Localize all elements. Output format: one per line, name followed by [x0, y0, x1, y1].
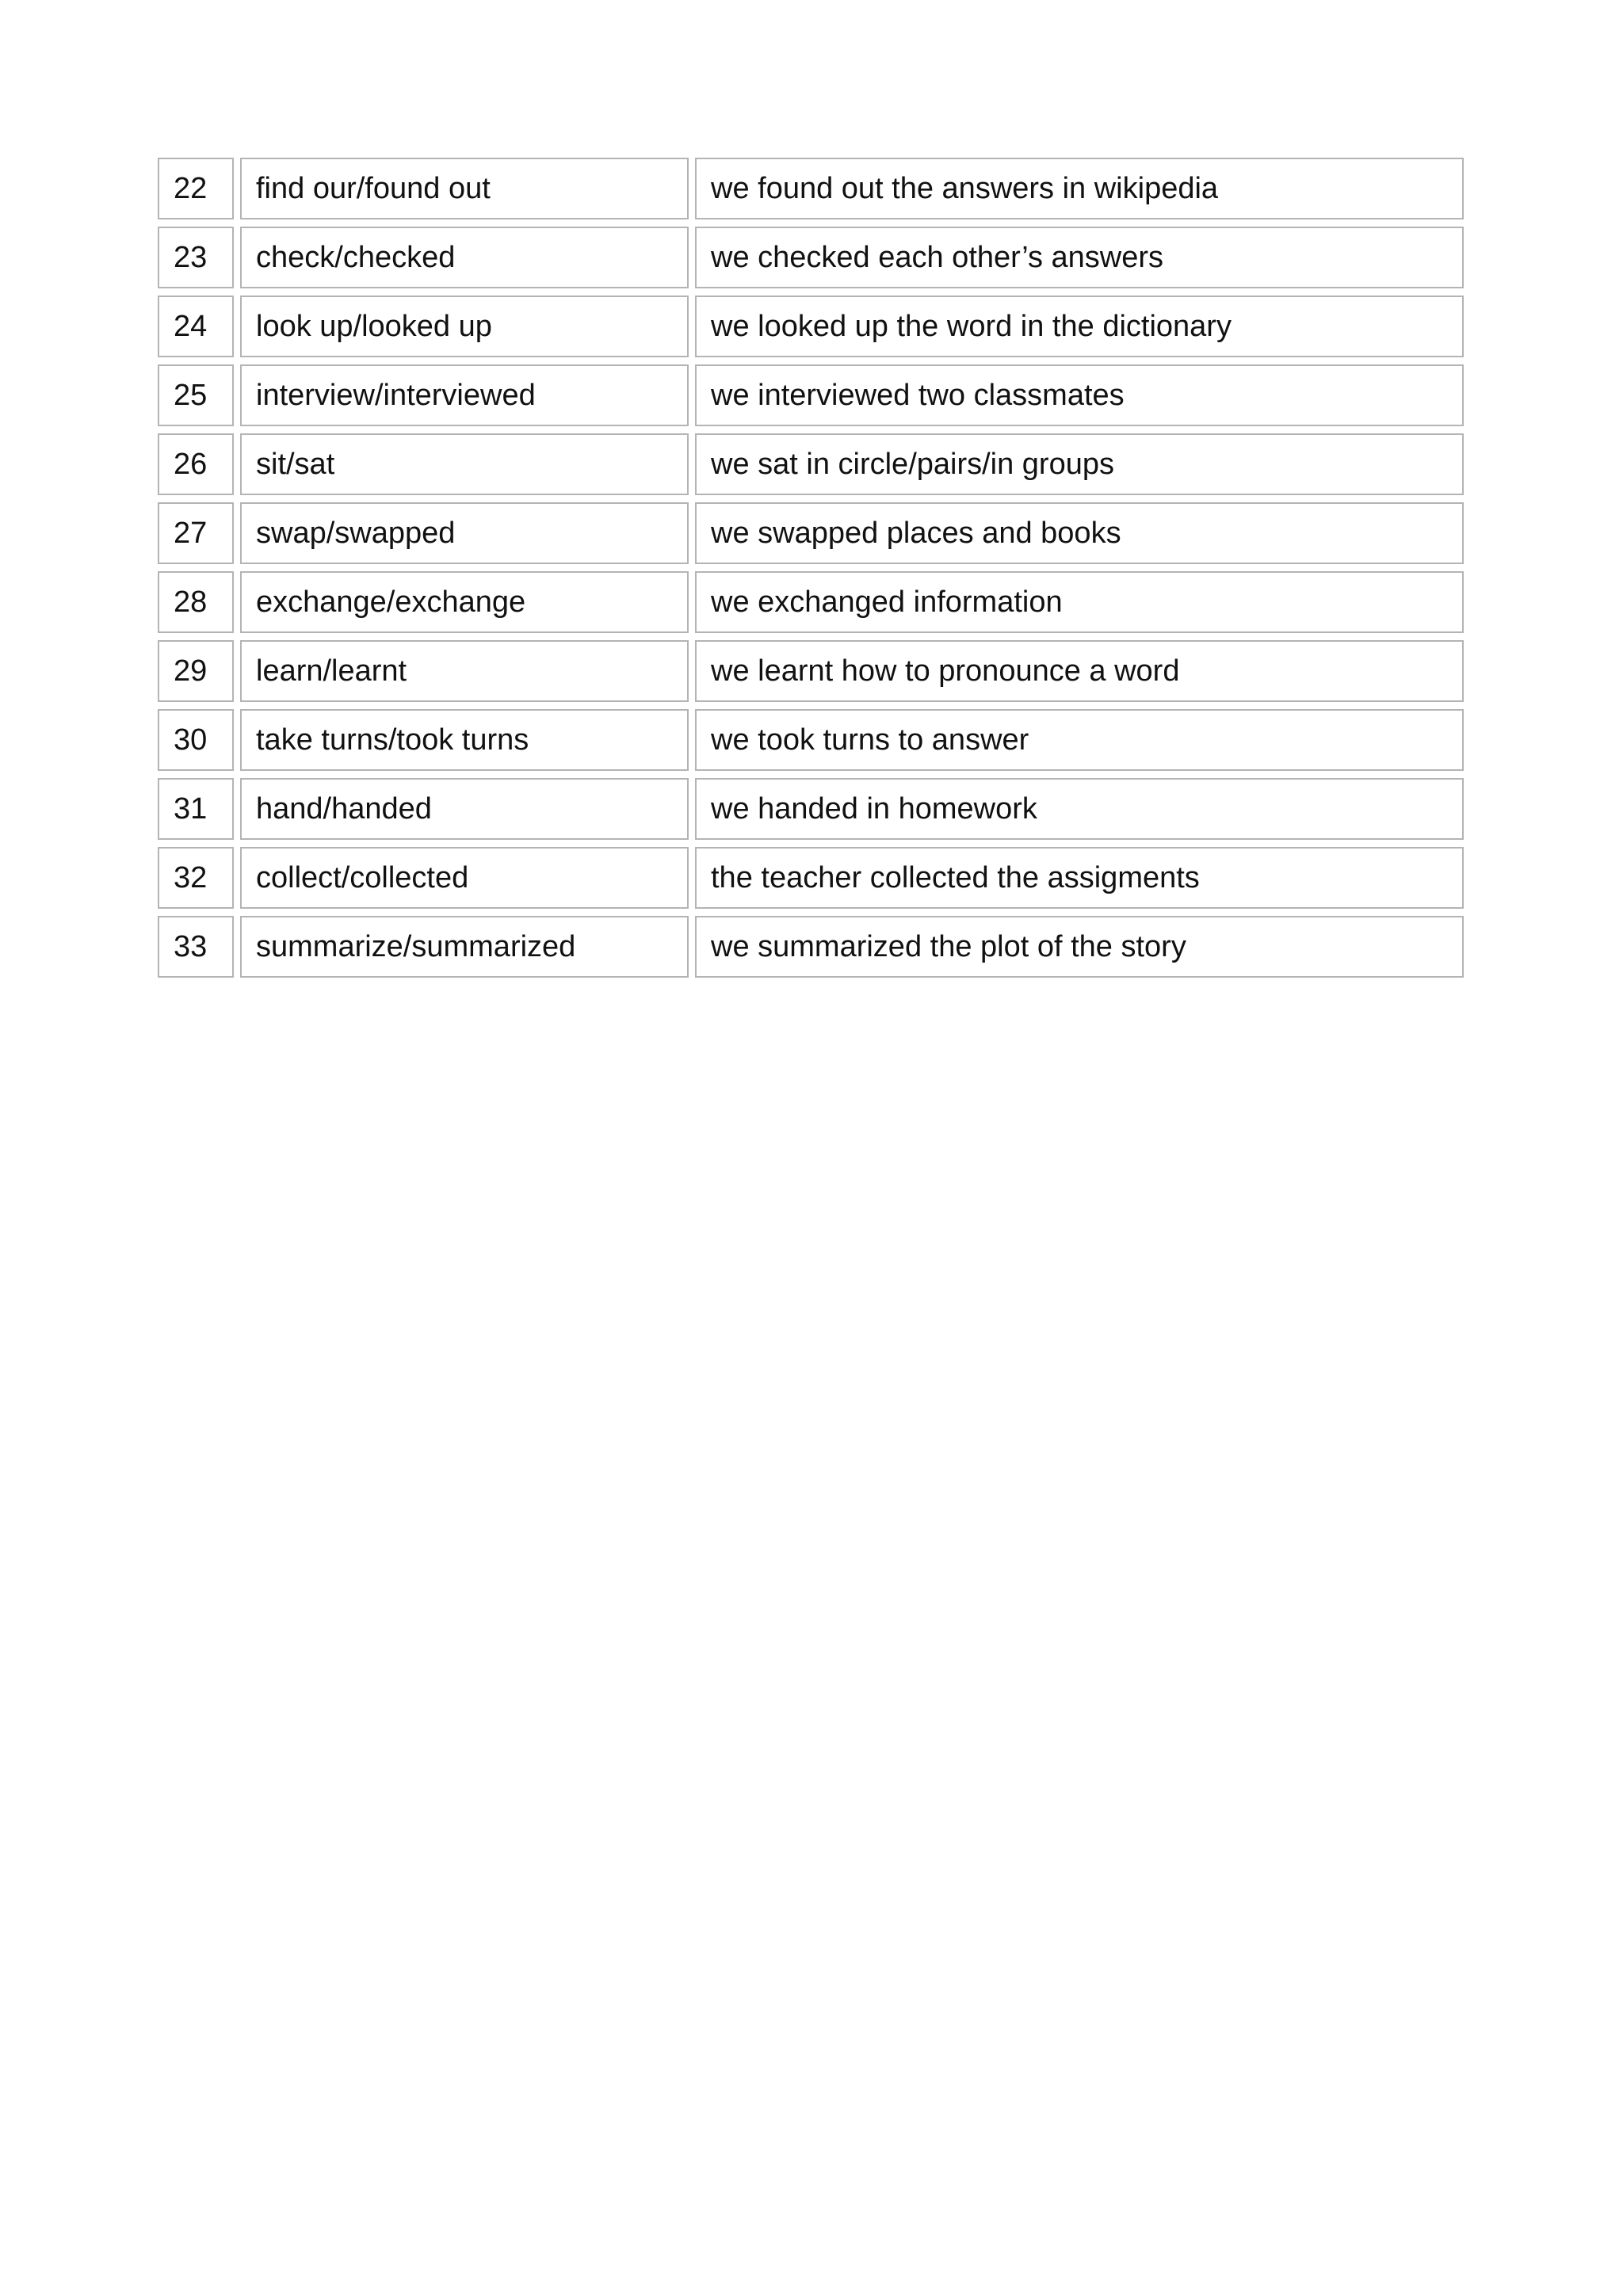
row-number: 23 [158, 227, 234, 288]
example-sentence: we exchanged information [695, 571, 1464, 633]
row-number: 31 [158, 778, 234, 840]
verb-forms: look up/looked up [240, 296, 689, 357]
table-row [158, 847, 1464, 909]
table-row [158, 158, 1464, 219]
row-number: 26 [158, 433, 234, 495]
example-sentence: we looked up the word in the dictionary [695, 296, 1464, 357]
example-sentence: we interviewed two classmates [695, 364, 1464, 426]
example-sentence: we checked each other’s answers [695, 227, 1464, 288]
verb-forms: exchange/exchange [240, 571, 689, 633]
verb-forms: hand/handed [240, 778, 689, 840]
vocabulary-table [151, 151, 1470, 985]
table-row [158, 364, 1464, 426]
row-number: 22 [158, 158, 234, 219]
row-number: 27 [158, 502, 234, 564]
row-number: 30 [158, 709, 234, 771]
row-number: 24 [158, 296, 234, 357]
table-row [158, 433, 1464, 495]
table-row [158, 571, 1464, 633]
example-sentence: we learnt how to pronounce a word [695, 640, 1464, 702]
table-row [158, 296, 1464, 357]
table-row [158, 916, 1464, 978]
row-number: 28 [158, 571, 234, 633]
verb-forms: collect/collected [240, 847, 689, 909]
table-row [158, 778, 1464, 840]
row-number: 32 [158, 847, 234, 909]
verb-forms: swap/swapped [240, 502, 689, 564]
example-sentence: we took turns to answer [695, 709, 1464, 771]
verb-forms: interview/interviewed [240, 364, 689, 426]
row-number: 29 [158, 640, 234, 702]
example-sentence: we found out the answers in wikipedia [695, 158, 1464, 219]
table-row [158, 227, 1464, 288]
verb-forms: check/checked [240, 227, 689, 288]
row-number: 33 [158, 916, 234, 978]
example-sentence: we handed in homework [695, 778, 1464, 840]
table-row [158, 640, 1464, 702]
verb-forms: learn/learnt [240, 640, 689, 702]
verb-forms: summarize/summarized [240, 916, 689, 978]
verb-forms: find our/found out [240, 158, 689, 219]
example-sentence: we swapped places and books [695, 502, 1464, 564]
table-row [158, 502, 1464, 564]
example-sentence: we summarized the plot of the story [695, 916, 1464, 978]
verb-forms: sit/sat [240, 433, 689, 495]
example-sentence: the teacher collected the assigments [695, 847, 1464, 909]
row-number: 25 [158, 364, 234, 426]
verb-forms: take turns/took turns [240, 709, 689, 771]
example-sentence: we sat in circle/pairs/in groups [695, 433, 1464, 495]
table-row [158, 709, 1464, 771]
